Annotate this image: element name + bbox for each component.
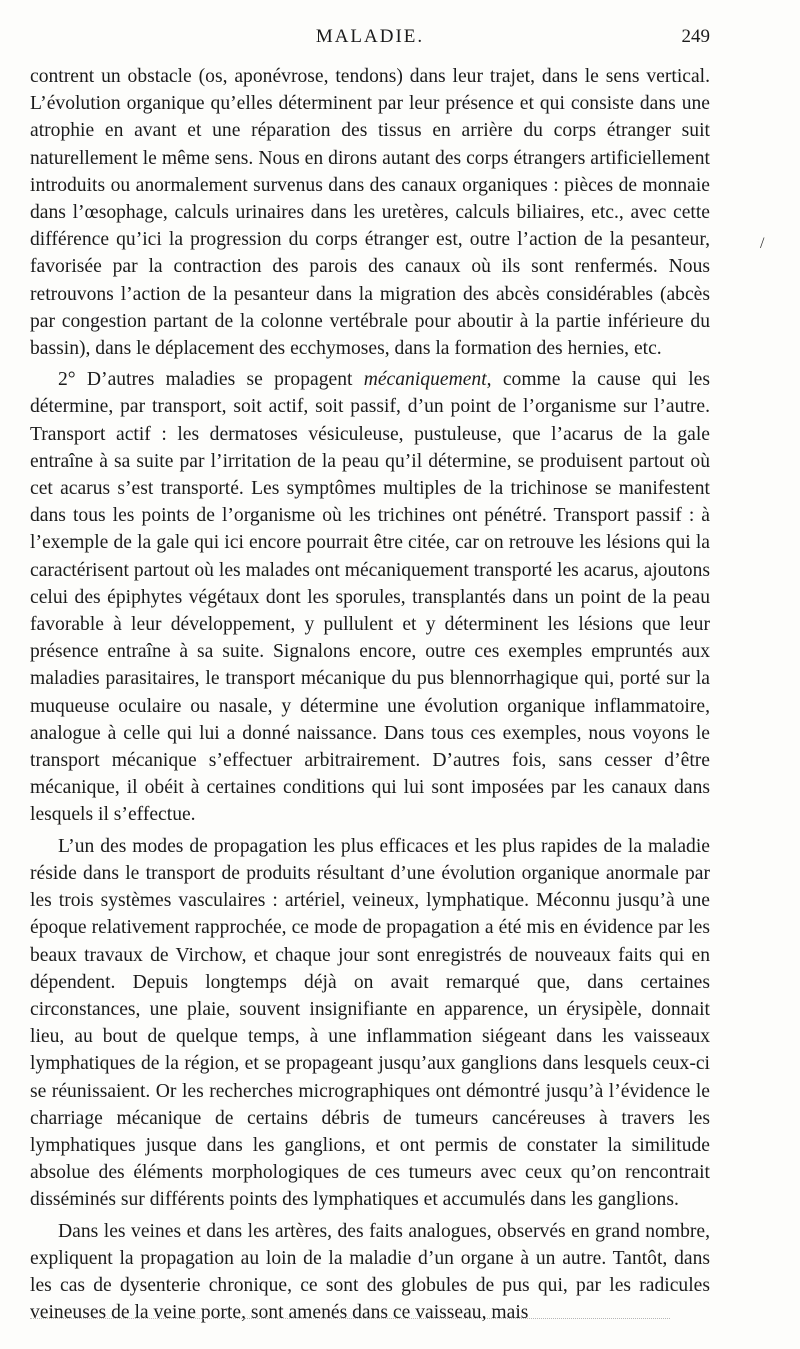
paragraph-2-rest: , comme la cause qui les détermine, par transport, soit actif, soit passif, d’un point de l’organisme sur l’autre. Transport actif : les dermatoses vésiculeuse, pustuleuse, que l’acarus de la gale entraîne à sa suite par l’irritation de la peau qu’il détermine, se produisent partout où cet acarus s’est transporté. Les symptômes multiples de la trichinose se manifestent dans tous les points de l’organisme où les trichines ont pénétré. Transport passif : à l’exemple de la gale qui ici encore pourrait être citée, car on retrouve les lésions qui la caractérisent partout où les malades ont mécaniquement transporté les acarus, ajoutons celui des épiphytes végétaux dont les sporules, transplantés dans un point de la peau favorable à leur développement, y pullulent et y déterminent les lésions que leur présence entraîne à sa suite. Signalons encore, outre ces exemples empruntés aux maladies parasitaires, le transport mécanique du pus blennorrhagique qui, porté sur la muqueuse oculaire ou nasale, y détermine une évolution organique inflammatoire, analogue à celle qui lui a donné naissance. Dans tous ces exemples, nous voyons le transport mécanique s’effectuer arbitrairement. D’autres fois, sans cesser d’être mécanique, il obéit à certaines conditions qui lui sont imposées par les canaux dans lesquels il s’effectue. xyxy=(30,369,710,826)
paragraph-2-emphasis: mécaniquement xyxy=(363,369,487,391)
paragraph-2 xyxy=(30,366,710,828)
footer-rule xyxy=(30,1318,670,1319)
paragraph-1: contrent un obstacle (os, aponévrose, tendons) dans leur trajet, dans le sens vertical. L’évolution organique qu’elles déterminent par leur présence et qui consiste dans une atrophie en avant et une réparation des tissus en arrière du corps étranger suit naturellement le même sens. Nous en dirons autant des corps étrangers artificiellement introduits ou anormalement survenus dans des canaux organiques : pièces de monnaie dans l’œsophage, calculs urinaires dans les uretères, calculs biliaires, etc., avec cette différence qu’ici la progression du corps étranger est, outre l’action de la pesanteur, favorisée par la contraction des parois des canaux où ils sont renfermés. Nous retrouvons l’action de la pesanteur dans la migration des abcès considérables (abcès par congestion partant de la colonne vertébrale pour aboutir à la partie inférieure du bassin), dans le déplacement des ecchymoses, dans la formation des hernies, etc. xyxy=(30,66,710,360)
running-title: MALADIE. xyxy=(315,26,425,47)
paragraph-2-lead: 2° D’autres maladies se propagent xyxy=(58,369,364,391)
paragraph-4: Dans les veines et dans les artères, des faits analogues, observés en grand nombre, expliquent la propagation au loin de la maladie d’un organe à un autre. Tantôt, dans les cas de dysenterie chronique, ce sont des globules de pus qui, par les radicules veineuses de la veine porte, sont amenés dans ce vaisseau, mais xyxy=(30,1220,710,1324)
body-text xyxy=(30,63,710,1326)
paragraph-3: L’un des modes de propagation les plus efficaces et les plus rapides de la maladie réside dans le transport de produits résultant d’une évolution organique anormale par les trois systèmes vasculaires : artériel, veineux, lymphatique. Méconnu jusqu’à une époque relativement rapprochée, ce mode de propagation a été mis en évidence par les beaux travaux de Virchow, et chaque jour sont enregistrés de nouveaux faits qui en dépendent. Depuis longtemps déjà on avait remarqué que, dans certaines circonstances, une plaie, souvent insignifiante en apparence, un érysipèle, donnait lieu, au bout de quelque temps, à une inflammation siégeant dans les vaisseaux lymphatiques de la région, et se propageant jusqu’aux ganglions dans lesquels ceux-ci se réunissaient. Or les recherches micrographiques ont démontré jusqu’à l’évidence le charriage mécanique de certains débris de tumeurs cancéreuses à travers les lymphatiques jusque dans les ganglions, et ont permis de constater la similitude absolue des éléments morphologiques de ces tumeurs avec ceux qu’on rencontrait disséminés sur différents points des lymphatiques et accumulés dans les ganglions. xyxy=(30,835,710,1211)
margin-mark: / xyxy=(760,235,765,252)
running-head xyxy=(30,26,710,56)
page-number: 249 xyxy=(681,26,710,47)
